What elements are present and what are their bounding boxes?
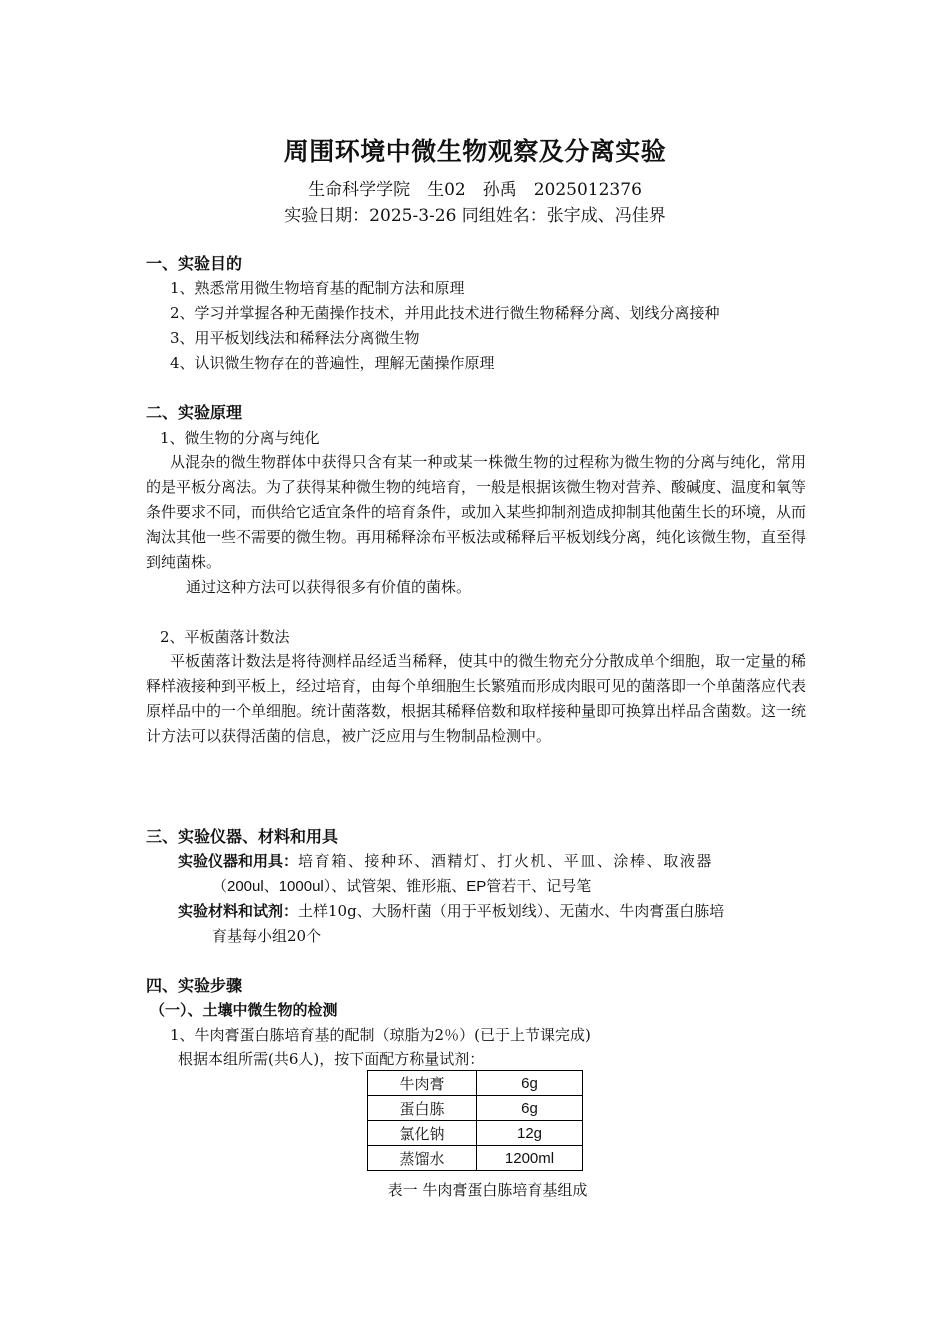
table-row [368, 1071, 583, 1096]
section-heading-steps: 四、实验步骤 [146, 976, 243, 995]
table-caption: 表一 牛肉膏蛋白胨培育基组成 [387, 1181, 588, 1199]
ingredient-name: 蛋白胨 [368, 1096, 477, 1121]
date-line: 实验日期：2025-3-26 同组姓名：张宇成、冯佳界 [284, 206, 666, 226]
purpose-item-3: 3、用平板划线法和稀释法分离微生物 [170, 329, 420, 347]
principle-subtitle-1: 1、微生物的分离与纯化 [160, 429, 320, 447]
instruments-text: 培育箱、接种环、酒精灯、打火机、平皿、涂棒、取液器 [298, 852, 714, 870]
materials-line-2: 育基每小组20个 [212, 927, 322, 945]
ingredient-amount: 6g [477, 1096, 583, 1121]
principle-paragraph-1: 从混杂的微生物群体中获得只含有某一种或某一株微生物的过程称为微生物的分离与纯化，常用的是平板分离法。为了获得某种微生物的纯培育，一般是根据该微生物对营养、酸碱度、温度和氧等条件要求不同，而供给它适宜条件的培育条件，或加入某些抑制剂造成抑制其他菌生长的环境，从而淘汰其他一些不需要的微生物。再用稀释涂布平板法或稀释后平板划线分离，纯化该微生物，直至得到纯菌株。 [146, 453, 807, 571]
ingredient-name: 牛肉膏 [368, 1071, 477, 1096]
table-row [368, 1096, 583, 1121]
materials-label: 实验材料和试剂： [178, 902, 299, 920]
ingredient-amount: 6g [477, 1071, 583, 1096]
materials-text: 土样10g、大肠杆菌（用于平板划线）、无菌水、牛肉膏蛋白胨培 [298, 902, 725, 920]
table-row [368, 1121, 583, 1146]
steps-subheading: （一）、土壤中微生物的检测 [150, 1001, 338, 1019]
purpose-item-2: 2、学习并掌握各种无菌操作技术，并用此技术进行微生物稀释分离、划线分离接种 [170, 304, 720, 322]
ingredient-amount: 1200ml [477, 1146, 583, 1171]
ingredient-name: 蒸馏水 [368, 1146, 477, 1171]
ingredient-name: 氯化钠 [368, 1121, 477, 1146]
section-heading-purpose: 一、实验目的 [146, 254, 243, 273]
recipe-table [367, 1070, 583, 1171]
materials-line [178, 900, 724, 921]
section-heading-principle: 二、实验原理 [146, 403, 243, 422]
purpose-item-4: 4、认识微生物存在的普遍性，理解无菌操作原理 [170, 354, 495, 372]
principle-subtitle-2: 2、平板菌落计数法 [160, 628, 290, 646]
section-heading-equipment: 三、实验仪器、材料和用具 [146, 827, 339, 846]
principle-paragraph-2: 平板菌落计数法是将待测样品经适当稀释，使其中的微生物充分分散成单个细胞，取一定量的稀释样液接种到平板上，经过培育，由每个单细胞生长繁殖而形成肉眼可见的菌落即一个单菌落应代表原样品中的一个单细胞。统计菌落数，根据其稀释倍数和取样接种量即可换算出样品含菌数。这一统计方法可以获得活菌的信息，被广泛应用与生物制品检测中。 [146, 652, 807, 745]
instruments-line-2: （200ul、1000ul）、试管架、锥形瓶、EP管若干、记号笔 [212, 878, 592, 895]
table-row [368, 1146, 583, 1171]
purpose-item-1: 1、熟悉常用微生物培育基的配制方法和原理 [170, 279, 465, 297]
principle-note-1: 通过这种方法可以获得很多有价值的菌株。 [186, 578, 472, 596]
step-1: 1、牛肉膏蛋白胨培育基的配制（琼脂为2％）(已于上节课完成) [170, 1026, 591, 1044]
instruments-label: 实验仪器和用具： [178, 852, 299, 870]
step-1-note: 根据本组所需(共6人)，按下面配方称量试剂： [178, 1050, 485, 1068]
author-line: 生命科学学院 生02 孙禹 2025012376 [308, 180, 642, 200]
ingredient-amount: 12g [477, 1121, 583, 1146]
document-title: 周围环境中微生物观察及分离实验 [283, 137, 667, 166]
instruments-line [178, 850, 713, 871]
